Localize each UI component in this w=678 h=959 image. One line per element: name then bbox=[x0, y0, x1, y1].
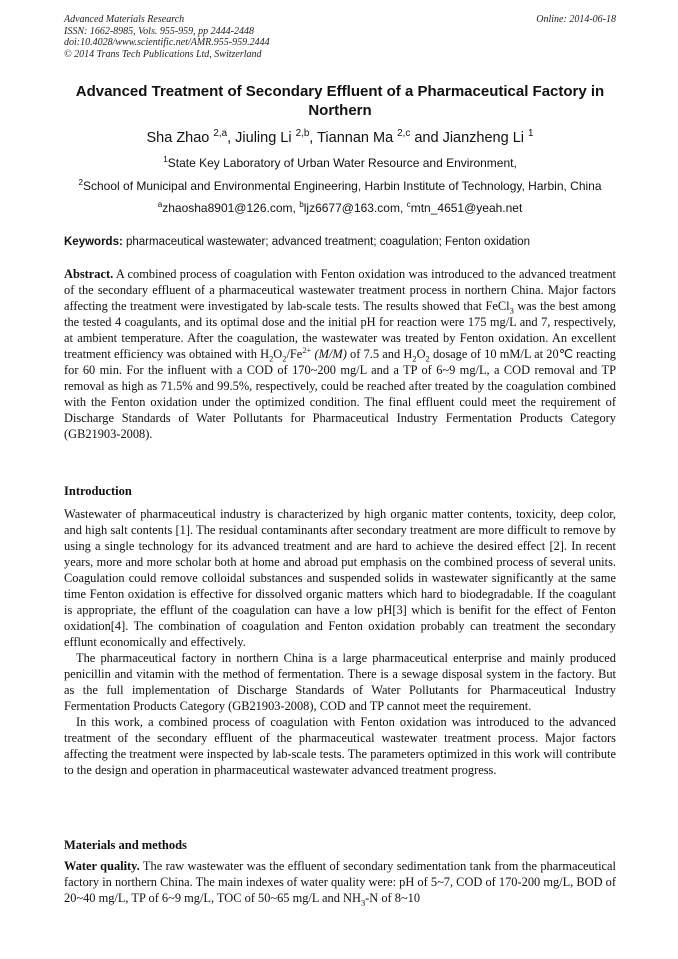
keywords-label: Keywords: bbox=[64, 236, 123, 248]
section-heading-materials-methods: Materials and methods bbox=[64, 838, 187, 852]
journal-header bbox=[64, 14, 616, 60]
email-mark: b bbox=[299, 200, 304, 209]
author-affiliation-mark: 2,a bbox=[213, 128, 228, 140]
author-name: Sha Zhao bbox=[146, 130, 210, 146]
subscript: 2 bbox=[282, 353, 287, 364]
abstract-label: Abstract. bbox=[64, 267, 114, 281]
section-heading-introduction: Introduction bbox=[64, 484, 132, 498]
affiliation-text: School of Municipal and Environmental Engineering, Harbin Institute of Technology, Harbin, China bbox=[83, 179, 602, 193]
email-address[interactable]: ljz6677@163.com, bbox=[303, 201, 407, 215]
abstract-text: A combined process of coagulation with Fenton oxidation was introduced to the advanced treatment of the secondary effluent of a pharmaceutical wastewater treatment process in northern China. Major factors affecting the treatment were investigated by lab-scale tests. The results showed that FeCl bbox=[64, 267, 616, 313]
abstract-text: was the best among the tested 4 coagulants, and its optimal dose and the initial pH for reaction were 175 mg/L and 7, respectively, at ambient temperature. After the coagulation, the wastewater was treated by Fenton oxidation. An excellent treatment efficiency was obtained with H bbox=[64, 299, 617, 361]
water-quality-paragraph bbox=[64, 858, 616, 906]
doi-line: doi:10.4028/www.scientific.net/AMR.955-959.2444 bbox=[64, 37, 270, 48]
email-mark: a bbox=[157, 200, 163, 209]
keywords-text: pharmaceutical wastewater; advanced treatment; coagulation; Fenton oxidation bbox=[122, 236, 531, 248]
affiliation-text: State Key Laboratory of Urban Water Resource and Environment, bbox=[167, 156, 517, 170]
abstract-text: O bbox=[416, 347, 426, 361]
affiliation-2 bbox=[64, 179, 616, 193]
affiliation-1 bbox=[64, 156, 616, 170]
author-name: Tiannan Ma bbox=[317, 130, 394, 146]
author-name: Jianzheng Li bbox=[442, 130, 524, 146]
run-in-heading: Water quality. bbox=[64, 859, 140, 873]
paper-title: Advanced Treatment of Secondary Effluent of a Pharmaceutical Factory in Northern bbox=[75, 83, 605, 119]
abstract bbox=[64, 266, 616, 442]
abstract-text: /Fe bbox=[286, 347, 303, 361]
subscript: 2 bbox=[425, 353, 430, 364]
subscript: 3 bbox=[509, 305, 514, 316]
subscript: 2 bbox=[412, 353, 417, 364]
email-address[interactable]: mtn_4651@yeah.net bbox=[410, 201, 523, 215]
author-affiliation-mark: 1 bbox=[528, 128, 534, 140]
abstract-text: of 7.5 and H bbox=[346, 347, 413, 361]
affiliation-mark: 1 bbox=[163, 155, 168, 164]
paragraph: Wastewater of pharmaceutical industry is characterized by high organic matter contents, toxicity, deep color, and high salt contents [1]. The residual contaminants after secondary treatment are more difficult to remove by using a single technology for its advanced treatment and are hard to achieve the desired effect [2]. In recent years, more and more scholar both at home and abroad put emphasis on the combined process of several units. Coagulation could remove colloidal substances and suspended solids in wastewater significantly at the same time Fenton oxidation is effective for dissolved organic matters which hard to biodegradable. If the coagulant is appropriate, the efflunt of the coagulation can have a low pH[3] which is benifit for the effect of Fenton oxidation[4]. The combination of coagulation and Fenton oxidation probably can treatment the secondary efflunt economically and effectively. bbox=[64, 507, 616, 649]
subscript: 3 bbox=[360, 897, 366, 908]
author-list: Sha Zhao $^{2,a}$, Jiuling Li $^{2,b}$, Tiannan Ma $^{2,c}$ and Jianzheng Li $^1$ bbox=[146, 128, 534, 146]
paragraph: In this work, a combined process of coagulation with Fenton oxidation was introduced to the advanced treatment of the secondary effluent of the pharmaceutical wastewater treatment process. Major factors affecting the treatment were inspected by lab-scale tests. The parameters optimized in this work will contribute to the design and operation in pharmaceutical wastewater advanced treatment progress. bbox=[64, 715, 616, 777]
paragraph: The pharmaceutical factory in northern China is a large pharmaceutical enterprise and mainly produced penicillin and vitamin with the method of fermentation. There is a sewage disposal system in the factory. But as the full implementation of Discharge Standards of Water Pollutants for Pharmaceutical Industry Fermentation Products Category (GB21903-2008), COD and TP cannot meet the requirement. bbox=[64, 651, 616, 713]
issn-line: ISSN: 1662-8985, Vols. 955-959, pp 2444-2448 bbox=[64, 25, 254, 37]
keywords bbox=[64, 236, 616, 248]
introduction-body bbox=[64, 506, 616, 778]
email-line bbox=[64, 201, 616, 215]
abstract-text: (M/M) bbox=[314, 347, 347, 361]
subscript: 2 bbox=[269, 353, 274, 364]
copyright-line: © 2014 Trans Tech Publications Ltd, Switzerland bbox=[64, 48, 262, 60]
paragraph-text: The raw wastewater was the effluent of secondary sedimentation tank from the pharmaceutical factory in northern China. The main indexes of water quality were: pH of 5~7, COD of 170-200 mg/L, BOD of 20~40 mg/L, TP of 6~9 mg/L, TOC of 50~65 mg/L and NH bbox=[64, 859, 616, 905]
journal-name: Advanced Materials Research bbox=[64, 14, 185, 25]
email-address[interactable]: zhaosha8901@126.com, bbox=[162, 201, 300, 215]
paragraph-text: -N of 8~10 bbox=[365, 891, 421, 905]
author-name: Jiuling Li bbox=[235, 130, 292, 146]
author-affiliation-mark: 2,c bbox=[397, 128, 411, 140]
author-affiliation-mark: 2,b bbox=[295, 128, 310, 140]
email-mark: c bbox=[406, 200, 411, 209]
online-date: Online: 2014-06-18 bbox=[536, 14, 616, 25]
abstract-text: O bbox=[273, 347, 283, 361]
abstract-text: dosage of 10 mM/L at 20℃ reacting for 60 min. For the influent with a COD of 170~200 mg/L and a TP of 6~9 mg/L, a COD removal and TP removal as high as 71.5% and 99.5%, respectively, could be reached after treated by the coagulation combined with the Fenton oxidation under the optimized condition. The final effluent could meet the requirement of Discharge Standards of Water Pollutants for Pharmaceutical Industry Fermentation Products Category (GB21903-2008). bbox=[64, 347, 616, 441]
affiliation-mark: 2 bbox=[78, 178, 83, 187]
superscript: 2+ bbox=[302, 344, 312, 355]
